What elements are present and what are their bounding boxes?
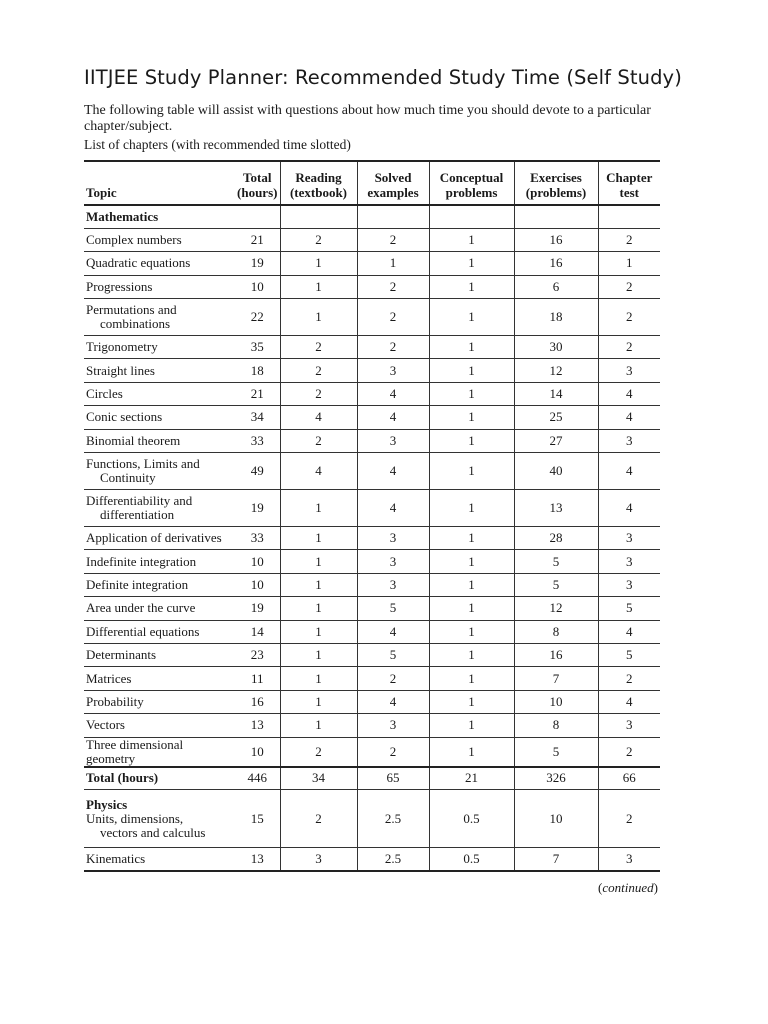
conceptual-cell: 1 <box>429 382 514 405</box>
table-row <box>84 690 660 713</box>
header-chapter-test: Chapter test <box>598 161 660 205</box>
total-cell: 22 <box>250 309 264 325</box>
solved-cell: 4 <box>357 382 429 405</box>
solved-cell: 2 <box>357 667 429 690</box>
test-cell: 3 <box>598 714 660 737</box>
table-row <box>84 359 660 382</box>
topic-name: Matrices <box>86 670 132 686</box>
solved-cell: 3 <box>357 714 429 737</box>
topic-name-continued: vectors and calculus <box>100 824 206 840</box>
test-cell: 2 <box>598 667 660 690</box>
topic-name-continued: differentiation <box>100 507 175 523</box>
table-row <box>84 275 660 298</box>
reading-cell: 1 <box>280 527 357 550</box>
list-caption: List of chapters (with recommended time slotted) <box>84 137 351 152</box>
topic-cell <box>84 406 235 429</box>
solved-cell: 3 <box>357 527 429 550</box>
exercises-cell: 12 <box>514 359 598 382</box>
solved-cell: 4 <box>357 490 429 527</box>
total-reading-cell: 34 <box>280 767 357 790</box>
page-title: IITJEE Study Planner: Recommended Study Time (Self Study) <box>84 66 682 89</box>
table-row <box>84 790 660 848</box>
test-cell: 3 <box>598 550 660 573</box>
header-conceptual: Conceptual problems <box>429 161 514 205</box>
reading-cell: 1 <box>280 667 357 690</box>
reading-cell: 1 <box>280 690 357 713</box>
topic-cell <box>84 620 235 643</box>
section-label-physics: Physics <box>86 796 128 812</box>
solved-cell: 2 <box>357 228 429 251</box>
reading-cell: 2 <box>280 790 357 848</box>
test-cell: 4 <box>598 382 660 405</box>
solved-cell: 2 <box>357 275 429 298</box>
conceptual-cell: 1 <box>429 550 514 573</box>
solved-cell: 1 <box>357 252 429 275</box>
topic-name: Kinematics <box>86 851 146 867</box>
table-row <box>84 228 660 251</box>
exercises-cell: 12 <box>514 597 598 620</box>
topic-cell <box>84 790 235 848</box>
solved-cell: 2.5 <box>357 848 429 871</box>
topic-cell <box>84 737 235 767</box>
table-row <box>84 429 660 452</box>
test-cell: 3 <box>598 429 660 452</box>
conceptual-cell: 1 <box>429 597 514 620</box>
table-header-row <box>84 161 660 205</box>
test-cell: 3 <box>598 848 660 871</box>
test-cell: 3 <box>598 573 660 596</box>
total-test-cell: 66 <box>598 767 660 790</box>
topic-cell <box>84 336 235 359</box>
exercises-cell: 14 <box>514 382 598 405</box>
total-row <box>84 767 660 790</box>
header-solved: Solved examples <box>357 161 429 205</box>
topic-cell <box>84 714 235 737</box>
conceptual-cell: 1 <box>429 667 514 690</box>
topic-name: Vectors <box>86 717 125 733</box>
table-row <box>84 573 660 596</box>
topic-cell <box>84 643 235 666</box>
total-cell: 35 <box>250 339 264 355</box>
topic-name: Functions, Limits and <box>86 456 200 472</box>
test-cell: 3 <box>598 527 660 550</box>
test-cell: 2 <box>598 275 660 298</box>
total-cell: 10 <box>250 743 264 759</box>
topic-name: Probability <box>86 693 144 709</box>
table-body <box>84 205 660 871</box>
topic-name: Quadratic equations <box>86 255 191 271</box>
table-row <box>84 597 660 620</box>
solved-cell: 3 <box>357 359 429 382</box>
total-cell: 19 <box>250 255 264 271</box>
topic-cell <box>84 848 235 871</box>
exercises-cell: 10 <box>514 690 598 713</box>
topic-cell <box>84 490 235 527</box>
topic-name: Differential equations <box>86 623 200 639</box>
topic-name-continued: Continuity <box>100 470 156 486</box>
exercises-cell: 5 <box>514 550 598 573</box>
total-total-cell: 446 <box>247 770 267 786</box>
topic-cell <box>84 382 235 405</box>
test-cell: 2 <box>598 737 660 767</box>
topic-cell <box>84 690 235 713</box>
solved-cell: 2 <box>357 737 429 767</box>
test-cell: 5 <box>598 597 660 620</box>
test-cell: 1 <box>598 252 660 275</box>
reading-cell: 1 <box>280 490 357 527</box>
topic-name: Straight lines <box>86 362 155 378</box>
header-exercises: Exercises (problems) <box>514 161 598 205</box>
total-cell: 34 <box>250 409 264 425</box>
conceptual-cell: 1 <box>429 527 514 550</box>
section-label: Mathematics <box>86 208 159 224</box>
topic-cell <box>84 228 235 251</box>
exercises-cell: 7 <box>514 848 598 871</box>
reading-cell: 2 <box>280 336 357 359</box>
reading-cell: 2 <box>280 382 357 405</box>
table-row <box>84 336 660 359</box>
exercises-cell: 6 <box>514 275 598 298</box>
reading-cell: 2 <box>280 359 357 382</box>
solved-cell: 2 <box>357 299 429 336</box>
reading-cell: 1 <box>280 275 357 298</box>
topic-name: Binomial theorem <box>86 432 181 448</box>
topic-cell <box>84 597 235 620</box>
total-cell: 23 <box>250 647 264 663</box>
reading-cell: 4 <box>280 406 357 429</box>
reading-cell: 1 <box>280 597 357 620</box>
header-reading: Reading (textbook) <box>280 161 357 205</box>
total-cell: 33 <box>250 432 264 448</box>
solved-cell: 4 <box>357 453 429 490</box>
conceptual-cell: 1 <box>429 490 514 527</box>
table-row <box>84 848 660 871</box>
solved-cell: 4 <box>357 690 429 713</box>
reading-cell: 1 <box>280 643 357 666</box>
topic-name-continued: combinations <box>100 316 171 332</box>
topic-name: Permutations and <box>86 302 177 318</box>
reading-cell: 2 <box>280 429 357 452</box>
total-cell: 49 <box>250 463 264 479</box>
total-cell: 21 <box>250 232 264 248</box>
reading-cell: 1 <box>280 620 357 643</box>
topic-cell <box>84 359 235 382</box>
test-cell: 5 <box>598 643 660 666</box>
topic-name: Determinants <box>86 647 157 663</box>
table-row <box>84 667 660 690</box>
header-total: Total (hours) <box>237 170 278 200</box>
topic-cell <box>84 667 235 690</box>
test-cell: 2 <box>598 299 660 336</box>
intro-paragraph: The following table will assist with questions about how much time you should devote to a particular chapter/subject. <box>84 103 651 134</box>
test-cell: 2 <box>598 336 660 359</box>
exercises-cell: 27 <box>514 429 598 452</box>
conceptual-cell: 1 <box>429 620 514 643</box>
total-cell: 21 <box>250 386 264 402</box>
table-row <box>84 453 660 490</box>
header-topic: Topic <box>86 185 117 200</box>
continued-note: (continued) <box>598 880 658 895</box>
test-cell: 4 <box>598 406 660 429</box>
study-planner-table <box>84 160 660 872</box>
topic-cell <box>84 429 235 452</box>
solved-cell: 3 <box>357 573 429 596</box>
table-row <box>84 643 660 666</box>
solved-cell: 5 <box>357 643 429 666</box>
total-cell: 10 <box>250 278 264 294</box>
total-conceptual-cell: 21 <box>429 767 514 790</box>
topic-cell <box>84 299 235 336</box>
conceptual-cell: 1 <box>429 406 514 429</box>
total-cell: 19 <box>250 600 264 616</box>
topic-name: Circles <box>86 386 123 402</box>
total-cell: 10 <box>250 553 264 569</box>
reading-cell: 1 <box>280 714 357 737</box>
topic-cell <box>84 550 235 573</box>
solved-cell: 4 <box>357 406 429 429</box>
topic-cell <box>84 453 235 490</box>
conceptual-cell: 1 <box>429 336 514 359</box>
exercises-cell: 5 <box>514 573 598 596</box>
reading-cell: 1 <box>280 252 357 275</box>
exercises-cell: 16 <box>514 228 598 251</box>
conceptual-cell: 1 <box>429 252 514 275</box>
total-cell: 11 <box>250 670 264 686</box>
total-cell: 18 <box>250 362 264 378</box>
exercises-cell: 5 <box>514 737 598 767</box>
table-row <box>84 550 660 573</box>
topic-cell <box>84 275 235 298</box>
exercises-cell: 16 <box>514 252 598 275</box>
topic-name: Differentiability and <box>86 493 193 509</box>
table-row <box>84 714 660 737</box>
topic-name: Indefinite integration <box>86 553 197 569</box>
table-row <box>84 252 660 275</box>
test-cell: 3 <box>598 359 660 382</box>
total-cell: 16 <box>250 693 264 709</box>
total-cell: 13 <box>250 717 264 733</box>
conceptual-cell: 1 <box>429 714 514 737</box>
exercises-cell: 25 <box>514 406 598 429</box>
table-row <box>84 490 660 527</box>
reading-cell: 1 <box>280 299 357 336</box>
total-exercises-cell: 326 <box>514 767 598 790</box>
conceptual-cell: 0.5 <box>429 848 514 871</box>
conceptual-cell: 1 <box>429 429 514 452</box>
total-cell: 13 <box>250 851 264 867</box>
total-label: Total (hours) <box>86 770 159 786</box>
total-cell: 33 <box>250 530 264 546</box>
topic-name: Complex numbers <box>86 232 182 248</box>
solved-cell: 2.5 <box>357 790 429 848</box>
solved-cell: 3 <box>357 429 429 452</box>
reading-cell: 1 <box>280 550 357 573</box>
section-row-mathematics <box>84 205 660 228</box>
conceptual-cell: 1 <box>429 643 514 666</box>
exercises-cell: 28 <box>514 527 598 550</box>
total-cell: 14 <box>250 623 264 639</box>
exercises-cell: 13 <box>514 490 598 527</box>
total-cell: 19 <box>250 500 264 516</box>
solved-cell: 4 <box>357 620 429 643</box>
test-cell: 4 <box>598 453 660 490</box>
test-cell: 2 <box>598 790 660 848</box>
topic-name: Definite integration <box>86 576 189 592</box>
exercises-cell: 18 <box>514 299 598 336</box>
reading-cell: 1 <box>280 573 357 596</box>
topic-name: Conic sections <box>86 409 163 425</box>
total-cell: 15 <box>250 810 264 826</box>
table-row <box>84 406 660 429</box>
test-cell: 4 <box>598 620 660 643</box>
conceptual-cell: 0.5 <box>429 790 514 848</box>
topic-name: Trigonometry <box>86 339 158 355</box>
solved-cell: 3 <box>357 550 429 573</box>
conceptual-cell: 1 <box>429 299 514 336</box>
conceptual-cell: 1 <box>429 690 514 713</box>
test-cell: 2 <box>598 228 660 251</box>
conceptual-cell: 1 <box>429 453 514 490</box>
conceptual-cell: 1 <box>429 573 514 596</box>
topic-name: Application of derivatives <box>86 530 222 546</box>
total-cell: 10 <box>250 576 264 592</box>
total-solved-cell: 65 <box>357 767 429 790</box>
test-cell: 4 <box>598 490 660 527</box>
conceptual-cell: 1 <box>429 359 514 382</box>
exercises-cell: 7 <box>514 667 598 690</box>
topic-name: Three dimensional geometry <box>86 737 184 766</box>
exercises-cell: 40 <box>514 453 598 490</box>
table-row <box>84 299 660 336</box>
exercises-cell: 30 <box>514 336 598 359</box>
conceptual-cell: 1 <box>429 228 514 251</box>
reading-cell: 2 <box>280 228 357 251</box>
topic-cell <box>84 573 235 596</box>
topic-name: Units, dimensions, <box>86 810 184 826</box>
solved-cell: 5 <box>357 597 429 620</box>
exercises-cell: 8 <box>514 714 598 737</box>
table-row <box>84 737 660 767</box>
exercises-cell: 16 <box>514 643 598 666</box>
conceptual-cell: 1 <box>429 737 514 767</box>
topic-cell <box>84 252 235 275</box>
topic-name: Area under the curve <box>86 600 196 616</box>
exercises-cell: 8 <box>514 620 598 643</box>
solved-cell: 2 <box>357 336 429 359</box>
conceptual-cell: 1 <box>429 275 514 298</box>
table-row <box>84 527 660 550</box>
reading-cell: 3 <box>280 848 357 871</box>
reading-cell: 2 <box>280 737 357 767</box>
test-cell: 4 <box>598 690 660 713</box>
exercises-cell: 10 <box>514 790 598 848</box>
topic-cell <box>84 527 235 550</box>
topic-name: Progressions <box>86 278 153 294</box>
table-row <box>84 382 660 405</box>
table-row <box>84 620 660 643</box>
reading-cell: 4 <box>280 453 357 490</box>
